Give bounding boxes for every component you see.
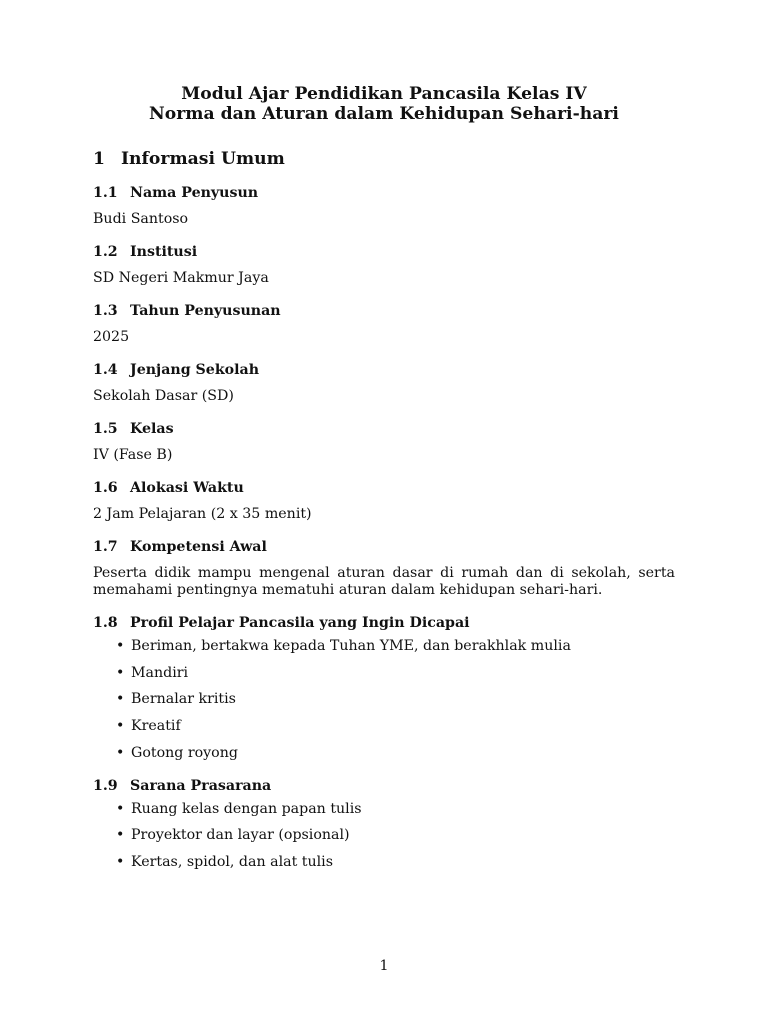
subsection-title: Alokasi Waktu — [130, 480, 244, 496]
subsection-number: 1.8 — [93, 615, 118, 631]
subsection-content-nama-penyusun: Budi Santoso — [93, 211, 189, 227]
list-item-text: Beriman, bertakwa kepada Tuhan YME, dan berakhlak mulia — [131, 638, 571, 654]
list-item-text: Kreatif — [131, 718, 181, 735]
subsection-heading-kompetensi-awal — [93, 538, 675, 556]
document-page — [93, 84, 675, 881]
subsection-number: 1.7 — [93, 539, 118, 555]
subsection-heading-sarana-prasarana — [93, 777, 675, 795]
document-title-line-1: Modul Ajar Pendidikan Pancasila Kelas IV — [181, 84, 587, 104]
section-heading-informasi-umum — [93, 148, 675, 170]
subsection-title: Nama Penyusun — [130, 185, 259, 201]
subsection-title: Kompetensi Awal — [130, 539, 267, 555]
list-item — [116, 638, 675, 655]
bullet-icon: • — [116, 800, 125, 817]
subsection-title: Tahun Penyusunan — [130, 303, 281, 319]
subsection-number: 1.4 — [93, 362, 118, 378]
subsection-content-kompetensi-awal: Peserta didik mampu mengenal aturan dasar di rumah dan di sekolah, serta memahami pentingnya mematuhi aturan dalam kehidupan sehari-hari. — [93, 565, 675, 598]
list-item — [116, 718, 675, 735]
subsection-number: 1.9 — [93, 777, 118, 794]
section-title: Informasi Umum — [121, 149, 285, 169]
subsection-heading-nama-penyusun — [93, 184, 675, 202]
subsection-title: Institusi — [130, 244, 198, 260]
subsection-title: Profil Pelajar Pancasila yang Ingin Dicapai — [130, 615, 470, 631]
subsection-content-jenjang-sekolah: Sekolah Dasar (SD) — [93, 388, 234, 404]
subsection-content-tahun-penyusunan: 2025 — [93, 329, 130, 345]
subsection-title: Jenjang Sekolah — [130, 362, 260, 378]
document-title-line-2: Norma dan Aturan dalam Kehidupan Sehari-hari — [149, 104, 619, 124]
subsection-heading-profil-pelajar-pancasila — [93, 614, 675, 632]
list-item-text: Bernalar kritis — [131, 691, 236, 708]
list-item-text: Ruang kelas dengan papan tulis — [131, 800, 362, 817]
subsection-content-institusi: SD Negeri Makmur Jaya — [93, 270, 269, 286]
profil-pelajar-list — [93, 638, 675, 762]
bullet-icon: • — [116, 691, 125, 708]
subsection-heading-institusi — [93, 243, 675, 261]
list-item-text: Kertas, spidol, dan alat tulis — [131, 854, 333, 871]
subsection-heading-alokasi-waktu — [93, 479, 675, 497]
bullet-icon: • — [116, 664, 125, 681]
page-number: 1 — [379, 958, 389, 974]
list-item — [116, 745, 675, 762]
subsection-content-kelas: IV (Fase B) — [93, 447, 173, 463]
bullet-icon: • — [116, 854, 125, 871]
subsection-title: Kelas — [130, 421, 174, 437]
list-item — [116, 801, 675, 818]
subsection-number: 1.6 — [93, 480, 118, 496]
list-item-text: Gotong royong — [131, 744, 238, 761]
sarana-prasarana-list — [93, 801, 675, 871]
subsection-number: 1.3 — [93, 303, 118, 319]
subsection-content-alokasi-waktu: 2 Jam Pelajaran (2 x 35 menit) — [93, 506, 312, 522]
list-item — [116, 854, 675, 871]
bullet-icon: • — [116, 718, 125, 735]
bullet-icon: • — [116, 827, 125, 844]
bullet-icon: • — [116, 744, 125, 761]
list-item — [116, 827, 675, 844]
subsection-number: 1.2 — [93, 244, 118, 260]
subsection-heading-tahun-penyusunan — [93, 302, 675, 320]
subsection-number: 1.5 — [93, 421, 118, 437]
list-item-text: Proyektor dan layar (opsional) — [131, 827, 350, 844]
list-item-text: Mandiri — [131, 664, 189, 681]
section-number: 1 — [93, 149, 105, 169]
bullet-icon: • — [116, 638, 125, 654]
list-item — [116, 665, 675, 682]
subsection-number: 1.1 — [93, 185, 118, 201]
subsection-title: Sarana Prasarana — [130, 777, 272, 794]
list-item — [116, 691, 675, 708]
subsection-heading-kelas — [93, 420, 675, 438]
subsection-heading-jenjang-sekolah — [93, 361, 675, 379]
